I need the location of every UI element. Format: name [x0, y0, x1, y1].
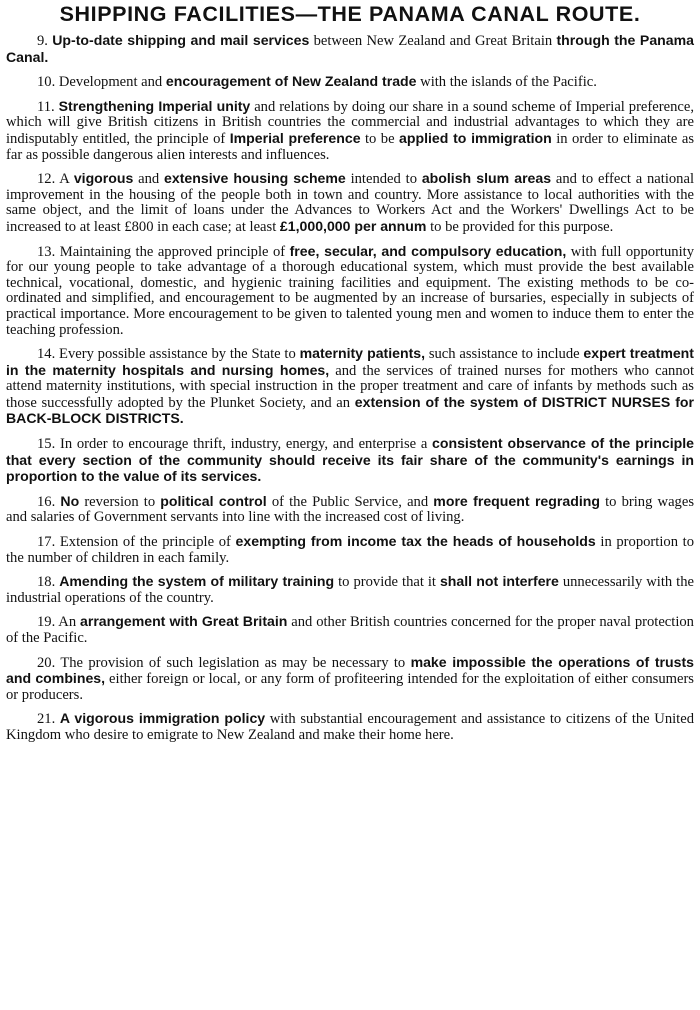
body-text: either foreign or local, or any form of profiteering intended for the exploitation of either consumers or producers.	[6, 671, 694, 703]
body-text: with substantial encouragement and assistance to citizens of the United Kingdom who desire to emigrate to New Zealand and make their home here.	[6, 711, 695, 743]
body-text: of the Public Service, and	[266, 493, 434, 510]
body-text: 12. A	[37, 171, 74, 188]
bold-text: free, secular, and compulsory education,	[289, 242, 567, 259]
bold-text: £1,000,000 per annum	[279, 217, 427, 234]
policy-item	[6, 171, 694, 235]
body-text: 16.	[37, 493, 61, 510]
body-text: 13. Maintaining the approved principle of	[37, 243, 290, 260]
policy-item	[6, 74, 694, 91]
body-text: in order to eliminate as far as possible dangerous alien interests and influences.	[6, 130, 694, 163]
body-text: and the services of trained nurses for mothers who cannot attend maternity institutions, with special instruction in the proper treatment and care of infants by methods such as those successfully adopted by the Plunket Society, and an	[6, 362, 694, 411]
body-text: to provide that it	[334, 574, 440, 591]
bold-text: extensive housing scheme	[164, 170, 346, 187]
policy-item	[6, 99, 694, 163]
policy-item	[6, 346, 694, 428]
body-text: between New Zealand and Great Britain	[309, 33, 557, 49]
bold-text: consistent observance of the principle that every section of the community should receive its fair share of the community's earnings in proportion to the value of its services.	[6, 435, 694, 485]
page-title: SHIPPING FACILITIES—THE PANAMA CANAL ROUTE.	[59, 2, 641, 26]
policy-item	[6, 711, 694, 743]
body-text: to be provided for this purpose.	[426, 218, 614, 235]
body-text: reversion to	[79, 493, 161, 510]
body-text: intended to	[345, 171, 422, 188]
bold-text: extension of the system of DISTRICT NURSES for BACK-BLOCK DISTRICTS.	[6, 393, 694, 427]
bold-text: shall not interfere	[439, 573, 559, 590]
policy-item	[6, 614, 694, 646]
body-text: and to effect a national improvement in the housing of the people both in town and country. More assistance to local authorities with the same object, and the limit of loans under the Advances to Workers Act and the Workers' Dwellings Act to be increased to at least £800 in each case; at least	[6, 171, 695, 235]
bold-text: Strengthening Imperial unity	[58, 97, 251, 114]
body-text: such assistance to include	[425, 346, 584, 363]
bold-text: exempting from income tax the heads of households	[235, 533, 596, 550]
policy-item	[6, 436, 694, 486]
bold-text: political control	[160, 492, 267, 509]
body-text: 20. The provision of such legislation as may be necessary to	[37, 654, 411, 671]
bold-text: Amending the system of military training	[59, 573, 335, 590]
policy-item	[6, 655, 694, 704]
body-text: to bring wages and salaries of Government servants into line with the increased cost of living.	[6, 493, 694, 526]
policy-item	[6, 33, 694, 66]
body-text: 17. Extension of the principle of	[37, 534, 236, 551]
body-text: in proportion to the number of children in each family.	[6, 534, 694, 566]
bold-text: Imperial preference	[229, 129, 361, 146]
bold-text: more frequent regrading	[433, 492, 600, 509]
bold-text: through the Panama Canal.	[6, 32, 694, 65]
bold-text: A vigorous immigration policy	[59, 710, 266, 727]
body-text: 10. Development and	[37, 74, 166, 91]
bold-text: maternity patients,	[299, 345, 426, 362]
body-text: 11.	[37, 98, 59, 115]
body-text: and relations by doing our share in a sound scheme of Imperial preference, which will give British citizens in British countries the commercial and industrial advantages to which they are indisputably entitled, the principle of	[6, 98, 694, 147]
bold-text: expert treatment in the maternity hospitals and nursing homes,	[6, 345, 694, 378]
body-text: unnecessarily with the industrial operations of the country.	[6, 574, 694, 606]
bold-text: Up-to-date shipping and mail services	[52, 32, 310, 48]
bold-text: abolish slum areas	[421, 170, 552, 187]
body-text: with the islands of the Pacific.	[416, 74, 597, 91]
bold-text: encouragement of New Zealand trade	[165, 73, 417, 90]
body-text: to be	[360, 130, 400, 147]
body-text: 19. An	[37, 614, 80, 631]
policy-item	[6, 494, 694, 526]
bold-text: arrangement with Great Britain	[80, 613, 288, 630]
body-text: 18.	[37, 574, 60, 591]
bold-text: vigorous	[73, 170, 134, 187]
policy-list	[6, 33, 694, 744]
bold-text: applied to immigration	[399, 129, 552, 146]
bold-text: No	[60, 492, 80, 509]
policy-item	[6, 534, 694, 566]
policy-item	[6, 244, 694, 339]
body-text: 15. In order to encourage thrift, industry, energy, and enterprise a	[37, 436, 433, 453]
bold-text: make impossible the operations of trusts and combines,	[6, 653, 694, 687]
body-text: 21.	[37, 711, 60, 728]
body-text: 9.	[37, 33, 53, 49]
policy-item	[6, 574, 694, 606]
body-text: 14. Every possible assistance by the State to	[37, 346, 300, 363]
body-text: and	[133, 171, 165, 188]
body-text: with full opportunity for our young people to take advantage of a thorough educational system, which must provide the best available technical, vocational, domestic, and hygienic training facilities and equipment. The existing methods to be co-ordinated and simplified, and encouragement to be augmented by an increase of bursaries, especially in subjects of practical importance. More encouragement to be given to talented young men and women to induce them to enter the teaching profession.	[6, 243, 694, 338]
body-text: and other British countries concerned for the proper naval protection of the Pacific.	[6, 614, 694, 646]
